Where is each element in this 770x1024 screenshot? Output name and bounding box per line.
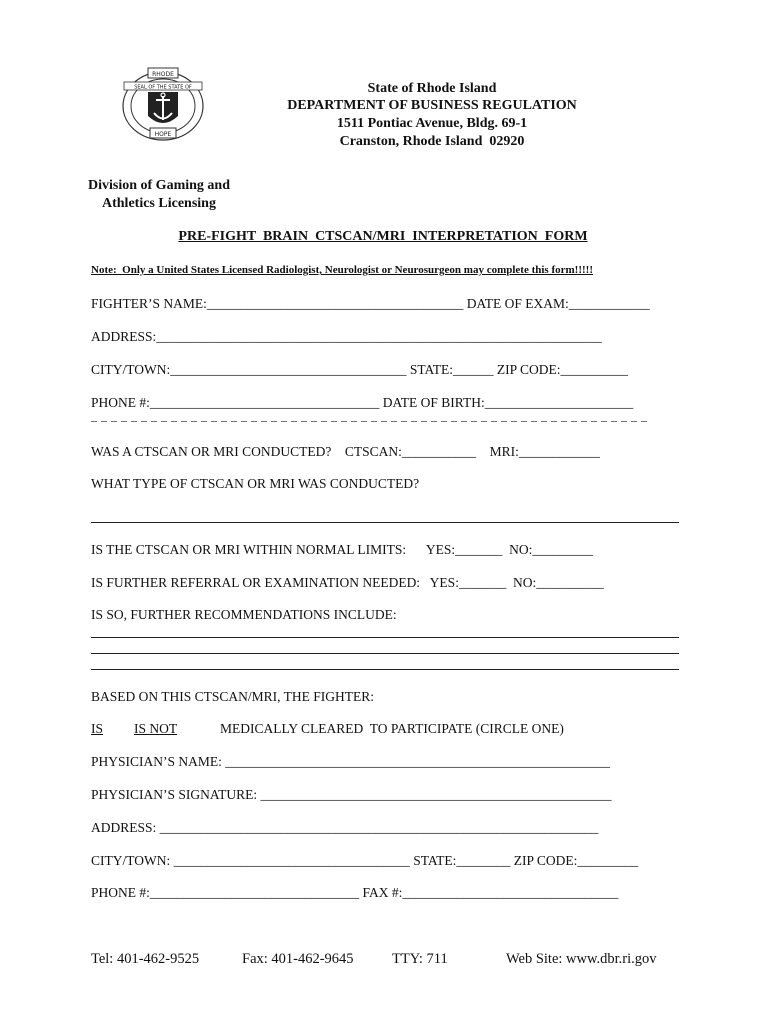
based-on-label: BASED ON THIS CTSCAN/MRI, THE FIGHTER:: [91, 689, 375, 704]
scan-type-answer-line[interactable]: [91, 522, 679, 523]
footer-fax: Fax: 401-462-9645: [242, 951, 354, 967]
svg-text:RHODE: RHODE: [152, 71, 174, 78]
header-street: 1511 Pontiac Avenue, Bldg. 69-1: [336, 116, 528, 131]
city-state-zip-field[interactable]: CITY/TOWN:___________________________________ STATE:______ ZIP CODE:__________: [91, 362, 629, 377]
footer-tel: Tel: 401-462-9525: [91, 951, 200, 967]
svg-text:HOPE: HOPE: [154, 131, 172, 138]
cleared-label: MEDICALLY CLEARED TO PARTICIPATE (CIRCLE ONE): [220, 721, 564, 736]
dashed-divider: – – – – – – – – – – – – – – – – – – – – – – – – – – – – – – – – – – – – – – – – – – – – – – – – – – – – – – – –: [91, 413, 648, 427]
recommendations-label: IS SO, FURTHER RECOMMENDATIONS INCLUDE:: [91, 607, 397, 622]
footer-tty: TTY: 711: [392, 951, 448, 967]
form-title: PRE-FIGHT BRAIN CTSCAN/MRI INTERPRETATION FORM: [178, 229, 588, 244]
state-seal-icon: [120, 66, 206, 144]
division-line2: Athletics Licensing: [102, 196, 216, 211]
form-note: Note: Only a United States Licensed Radiologist, Neurologist or Neurosurgeon may complete this form!!!!!: [91, 264, 593, 276]
physician-address-field[interactable]: ADDRESS: _________________________________________________________________: [91, 820, 599, 835]
header-state: State of Rhode Island: [367, 81, 497, 96]
header-city: Cranston, Rhode Island 02920: [339, 134, 525, 149]
option-is[interactable]: IS: [91, 721, 104, 736]
scan-conducted-field[interactable]: WAS A CTSCAN OR MRI CONDUCTED? CTSCAN:___________ MRI:____________: [91, 444, 600, 459]
physician-signature-field[interactable]: PHYSICIAN’S SIGNATURE: ____________________________________________________: [91, 787, 612, 802]
division-line1: Division of Gaming and: [88, 178, 230, 193]
address-field[interactable]: ADDRESS:__________________________________________________________________: [91, 329, 602, 344]
phone-dob-field[interactable]: PHONE #:__________________________________ DATE OF BIRTH:______________________: [91, 395, 634, 410]
scan-type-question: WHAT TYPE OF CTSCAN OR MRI WAS CONDUCTED?: [91, 476, 420, 491]
recommendations-line-2[interactable]: [91, 653, 679, 654]
normal-limits-field[interactable]: IS THE CTSCAN OR MRI WITHIN NORMAL LIMITS: YES:_______ NO:_________: [91, 542, 594, 557]
referral-field[interactable]: IS FURTHER REFERRAL OR EXAMINATION NEEDED: YES:_______ NO:__________: [91, 575, 604, 590]
physician-phone-fax-field[interactable]: PHONE #:_______________________________ FAX #:________________________________: [91, 885, 619, 900]
recommendations-line-3[interactable]: [91, 669, 679, 670]
svg-text:SEAL OF THE STATE OF: SEAL OF THE STATE OF: [134, 84, 192, 91]
footer-website[interactable]: Web Site: www.dbr.ri.gov: [506, 951, 657, 967]
header-department: DEPARTMENT OF BUSINESS REGULATION: [287, 98, 577, 113]
recommendations-line-1[interactable]: [91, 637, 679, 638]
physician-city-field[interactable]: CITY/TOWN: ___________________________________ STATE:________ ZIP CODE:_________: [91, 853, 639, 868]
option-is-not[interactable]: IS NOT: [134, 721, 178, 736]
physician-name-field[interactable]: PHYSICIAN’S NAME: _________________________________________________________: [91, 754, 611, 769]
fighter-name-field[interactable]: FIGHTER’S NAME:______________________________________ DATE OF EXAM:____________: [91, 296, 650, 311]
